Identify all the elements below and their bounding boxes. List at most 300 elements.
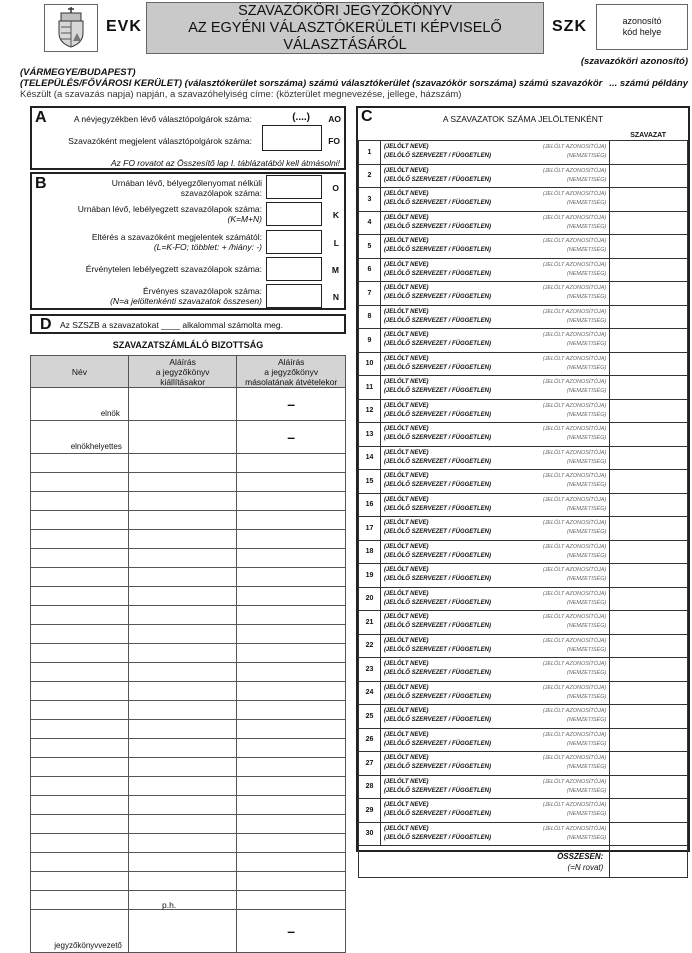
candidate-nationality: (NEMZETISÉG) xyxy=(566,223,607,230)
signature-cell[interactable] xyxy=(128,682,237,701)
candidate-number: 18 xyxy=(359,540,381,564)
candidate-row xyxy=(359,258,688,282)
candidate-number: 14 xyxy=(359,446,381,470)
candidate-number: 30 xyxy=(359,822,381,846)
k-input-box[interactable] xyxy=(266,202,322,226)
signature-cell[interactable] xyxy=(128,834,237,853)
candidate-name: (JELÖLT NEVE) xyxy=(383,355,429,362)
signature-cell[interactable] xyxy=(128,815,237,834)
table-row xyxy=(31,758,346,777)
signature-cell[interactable] xyxy=(128,511,237,530)
jkv-name-cell[interactable]: jegyzőkönyvvezető xyxy=(31,910,129,953)
candidate-row xyxy=(359,305,688,329)
m-input-box[interactable] xyxy=(266,257,322,281)
candidate-nationality: (NEMZETISÉG) xyxy=(566,411,607,418)
registered-voters-value: (....) xyxy=(292,112,310,123)
total-vote-cell[interactable] xyxy=(610,846,688,878)
nominating-org: (JELÖLŐ SZERVEZET / FÜGGETLEN) xyxy=(383,176,491,183)
vote-count-cell[interactable] xyxy=(610,329,688,353)
candidate-nationality: (NEMZETISÉG) xyxy=(566,482,607,489)
vote-count-cell[interactable] xyxy=(610,164,688,188)
candidate-info-cell xyxy=(380,587,609,611)
candidate-number: 24 xyxy=(359,681,381,705)
candidate-info-cell xyxy=(380,188,609,212)
candidate-name: (JELÖLT NEVE) xyxy=(383,661,429,668)
b-row-n-label: Érvényes szavazólapok száma: (N=a jelöltenkénti szavazatok összesen) xyxy=(110,286,262,306)
signature-cell[interactable] xyxy=(128,421,237,454)
signature-cell[interactable] xyxy=(237,663,346,682)
table-row xyxy=(31,454,346,473)
signature-cell[interactable] xyxy=(128,758,237,777)
candidate-nationality: (NEMZETISÉG) xyxy=(566,740,607,747)
id-code-line-1: azonosító xyxy=(622,16,662,26)
signature-cell[interactable] xyxy=(237,777,346,796)
vote-count-cell[interactable] xyxy=(610,141,688,165)
signature-cell[interactable] xyxy=(128,454,237,473)
candidate-id: (JELÖLT AZONOSÍTÓJA) xyxy=(542,614,607,621)
name-cell[interactable] xyxy=(31,834,129,853)
table-row xyxy=(31,796,346,815)
committee-signature-table xyxy=(30,355,346,953)
candidate-info-cell xyxy=(380,752,609,776)
candidate-info-cell xyxy=(380,681,609,705)
candidate-row xyxy=(359,822,688,846)
vote-count-cell[interactable] xyxy=(610,376,688,400)
col-name-header: Név xyxy=(31,356,129,388)
candidate-id: (JELÖLT AZONOSÍTÓJA) xyxy=(542,567,607,574)
id-code-line-2: kód helye xyxy=(622,27,662,37)
vote-count-cell[interactable] xyxy=(610,235,688,259)
vote-count-cell[interactable] xyxy=(610,282,688,306)
o-code: O xyxy=(332,183,339,193)
candidate-number: 26 xyxy=(359,728,381,752)
name-cell[interactable] xyxy=(31,492,129,511)
candidate-row xyxy=(359,470,688,494)
nominating-org: (JELÖLŐ SZERVEZET / FÜGGETLEN) xyxy=(383,529,491,536)
vote-count-cell[interactable] xyxy=(610,517,688,541)
candidate-row xyxy=(359,164,688,188)
committee-title: SZAVAZATSZÁMLÁLÓ BIZOTTSÁG xyxy=(112,340,264,350)
signature-cell[interactable] xyxy=(128,492,237,511)
table-row xyxy=(31,511,346,530)
signature-cell[interactable] xyxy=(237,815,346,834)
candidate-row xyxy=(359,399,688,423)
name-cell[interactable] xyxy=(31,549,129,568)
name-cell[interactable] xyxy=(31,891,129,910)
name-cell[interactable] xyxy=(31,682,129,701)
candidate-name: (JELÖLT NEVE) xyxy=(383,261,429,268)
candidate-id: (JELÖLT AZONOSÍTÓJA) xyxy=(542,144,607,151)
signature-cell[interactable] xyxy=(128,796,237,815)
signature-cell[interactable] xyxy=(237,530,346,549)
candidate-id: (JELÖLT AZONOSÍTÓJA) xyxy=(542,731,607,738)
nominating-org: (JELÖLŐ SZERVEZET / FÜGGETLEN) xyxy=(383,811,491,818)
signature-cell[interactable] xyxy=(237,549,346,568)
signature-cell[interactable] xyxy=(237,473,346,492)
dash-cell: – xyxy=(237,388,346,421)
candidate-info-cell xyxy=(380,493,609,517)
fo-code: FO xyxy=(328,136,340,146)
candidate-name: (JELÖLT NEVE) xyxy=(383,778,429,785)
candidate-nationality: (NEMZETISÉG) xyxy=(566,599,607,606)
name-cell[interactable] xyxy=(31,511,129,530)
vote-count-cell[interactable] xyxy=(610,188,688,212)
vote-count-cell[interactable] xyxy=(610,305,688,329)
polling-district-id-label: (szavazóköri azonosító) xyxy=(580,56,688,67)
table-row xyxy=(31,815,346,834)
candidate-id: (JELÖLT AZONOSÍTÓJA) xyxy=(542,214,607,221)
signature-cell[interactable] xyxy=(237,454,346,473)
vote-count-cell[interactable] xyxy=(610,540,688,564)
signature-cell[interactable] xyxy=(128,473,237,492)
candidate-nationality: (NEMZETISÉG) xyxy=(566,153,607,160)
copy-number: ... számú példány xyxy=(609,78,688,89)
vote-column-header: SZAVAZAT xyxy=(630,132,666,139)
candidate-name: (JELÖLT NEVE) xyxy=(383,637,429,644)
nominating-org: (JELÖLŐ SZERVEZET / FÜGGETLEN) xyxy=(383,388,491,395)
candidate-number: 16 xyxy=(359,493,381,517)
signature-cell[interactable] xyxy=(237,568,346,587)
nominating-org: (JELÖLŐ SZERVEZET / FÜGGETLEN) xyxy=(383,693,491,700)
b-row-o-label: Urnában lévő, bélyegzőlenyomat nélküli szavazólapok száma: xyxy=(111,178,262,198)
nominating-org: (JELÖLŐ SZERVEZET / FÜGGETLEN) xyxy=(383,505,491,512)
candidate-info-cell xyxy=(380,282,609,306)
signature-cell[interactable] xyxy=(237,492,346,511)
candidate-nationality: (NEMZETISÉG) xyxy=(566,458,607,465)
nominating-org: (JELÖLŐ SZERVEZET / FÜGGETLEN) xyxy=(383,223,491,230)
signature-cell[interactable] xyxy=(237,720,346,739)
signature-cell[interactable] xyxy=(128,853,237,872)
szk-label: SZK xyxy=(552,18,587,35)
candidate-nationality: (NEMZETISÉG) xyxy=(566,341,607,348)
signature-cell[interactable] xyxy=(237,891,346,910)
settlement-line: (TELEPÜLÉS/FŐVÁROSI KERÜLET) (választókerület sorszáma) számú választókerület (szavazókör sorszáma) számú szavazókör xyxy=(20,78,603,89)
candidate-name: (JELÖLT NEVE) xyxy=(383,496,429,503)
signature-cell[interactable] xyxy=(237,625,346,644)
candidate-number: 9 xyxy=(359,329,381,353)
candidate-nationality: (NEMZETISÉG) xyxy=(566,388,607,395)
fo-input-box[interactable] xyxy=(262,125,322,151)
signature-cell[interactable] xyxy=(128,549,237,568)
date-address-line: Készült (a szavazás napja) napján, a szavazóhelyiség címe: (közterület megnevezése, jellege, házszám) xyxy=(20,89,462,100)
candidate-nationality: (NEMZETISÉG) xyxy=(566,529,607,536)
candidate-row xyxy=(359,517,688,541)
signature-cell[interactable] xyxy=(128,587,237,606)
candidate-row xyxy=(359,282,688,306)
candidate-name: (JELÖLT NEVE) xyxy=(383,449,429,456)
section-b-letter: B xyxy=(35,175,47,192)
vote-count-cell[interactable] xyxy=(610,611,688,635)
candidate-row xyxy=(359,775,688,799)
nominating-org: (JELÖLŐ SZERVEZET / FÜGGETLEN) xyxy=(383,270,491,277)
nominating-org: (JELÖLŐ SZERVEZET / FÜGGETLEN) xyxy=(383,764,491,771)
candidate-number: 2 xyxy=(359,164,381,188)
signature-cell[interactable] xyxy=(237,701,346,720)
candidate-id: (JELÖLT AZONOSÍTÓJA) xyxy=(542,449,607,456)
candidate-number: 11 xyxy=(359,376,381,400)
vote-count-cell[interactable] xyxy=(610,211,688,235)
nominating-org: (JELÖLŐ SZERVEZET / FÜGGETLEN) xyxy=(383,200,491,207)
signature-cell[interactable] xyxy=(128,910,237,953)
ao-code: AO xyxy=(328,114,341,124)
col-sign2-header: Aláírás a jegyzőkönyv másolatának átvételekor xyxy=(237,356,346,388)
candidate-votes-table xyxy=(358,140,688,878)
coat-of-arms-logo xyxy=(44,4,98,52)
name-cell[interactable] xyxy=(31,758,129,777)
candidate-row xyxy=(359,587,688,611)
count-times-text: Az SZSZB a szavazatokat ____ alkalommal számolta meg. xyxy=(60,320,283,330)
name-cell[interactable] xyxy=(31,625,129,644)
vote-count-cell[interactable] xyxy=(610,470,688,494)
candidate-id: (JELÖLT AZONOSÍTÓJA) xyxy=(542,379,607,386)
vote-count-cell[interactable] xyxy=(610,587,688,611)
name-cell[interactable] xyxy=(31,587,129,606)
candidate-id: (JELÖLT AZONOSÍTÓJA) xyxy=(542,661,607,668)
name-cell[interactable] xyxy=(31,644,129,663)
candidate-name: (JELÖLT NEVE) xyxy=(383,191,429,198)
candidate-number: 29 xyxy=(359,799,381,823)
name-cell[interactable] xyxy=(31,739,129,758)
candidate-nationality: (NEMZETISÉG) xyxy=(566,317,607,324)
candidate-nationality: (NEMZETISÉG) xyxy=(566,670,607,677)
nominating-org: (JELÖLŐ SZERVEZET / FÜGGETLEN) xyxy=(383,740,491,747)
candidate-row xyxy=(359,799,688,823)
candidate-info-cell xyxy=(380,376,609,400)
candidate-number: 19 xyxy=(359,564,381,588)
l-input-box[interactable] xyxy=(266,230,322,254)
vote-count-cell[interactable] xyxy=(610,634,688,658)
name-cell[interactable] xyxy=(31,815,129,834)
candidate-name: (JELÖLT NEVE) xyxy=(383,708,429,715)
table-row xyxy=(31,720,346,739)
candidate-nationality: (NEMZETISÉG) xyxy=(566,576,607,583)
section-c-title: A SZAVAZATOK SZÁMA JELÖLTENKÉNT xyxy=(442,114,604,124)
candidate-name: (JELÖLT NEVE) xyxy=(383,214,429,221)
candidate-nationality: (NEMZETISÉG) xyxy=(566,834,607,841)
vote-count-cell[interactable] xyxy=(610,258,688,282)
candidate-number: 28 xyxy=(359,775,381,799)
candidate-nationality: (NEMZETISÉG) xyxy=(566,787,607,794)
registered-voters-label: A névjegyzékben lévő választópolgárok száma: xyxy=(73,114,252,124)
vote-count-cell[interactable] xyxy=(610,728,688,752)
signature-cell[interactable] xyxy=(128,663,237,682)
signature-cell[interactable] xyxy=(128,872,237,891)
candidate-nationality: (NEMZETISÉG) xyxy=(566,623,607,630)
candidate-row xyxy=(359,728,688,752)
candidate-info-cell xyxy=(380,352,609,376)
signature-cell[interactable] xyxy=(237,853,346,872)
col-sign1-header: Aláírás a jegyzőkönyv kiállításakor xyxy=(128,356,237,388)
table-row xyxy=(31,606,346,625)
candidate-number: 3 xyxy=(359,188,381,212)
elnokhelyettes-name-cell[interactable]: elnökhelyettes xyxy=(31,421,129,454)
candidate-info-cell xyxy=(380,399,609,423)
section-c-letter: C xyxy=(361,108,373,125)
vote-count-cell[interactable] xyxy=(610,493,688,517)
m-code: M xyxy=(331,265,339,275)
name-cell[interactable] xyxy=(31,720,129,739)
name-cell[interactable] xyxy=(31,568,129,587)
table-row xyxy=(31,663,346,682)
name-cell[interactable] xyxy=(31,701,129,720)
vote-count-cell[interactable] xyxy=(610,752,688,776)
signature-cell[interactable] xyxy=(237,511,346,530)
name-cell[interactable] xyxy=(31,454,129,473)
title-line-2: AZ EGYÉNI VÁLASZTÓKERÜLETI KÉPVISELŐ VÁLASZTÁSÁRÓL xyxy=(188,19,502,53)
candidate-name: (JELÖLT NEVE) xyxy=(383,238,429,245)
signature-cell[interactable] xyxy=(237,872,346,891)
candidate-name: (JELÖLT NEVE) xyxy=(383,308,429,315)
candidate-info-cell xyxy=(380,211,609,235)
name-cell[interactable] xyxy=(31,663,129,682)
vote-count-cell[interactable] xyxy=(610,399,688,423)
signature-cell[interactable] xyxy=(128,701,237,720)
name-cell[interactable] xyxy=(31,796,129,815)
name-cell[interactable] xyxy=(31,606,129,625)
section-b xyxy=(30,172,346,310)
candidate-row xyxy=(359,211,688,235)
signature-cell[interactable] xyxy=(237,758,346,777)
vote-count-cell[interactable] xyxy=(610,658,688,682)
name-cell[interactable] xyxy=(31,872,129,891)
appeared-voters-label: Szavazóként megjelent választópolgárok száma: xyxy=(68,136,252,146)
vote-count-cell[interactable] xyxy=(610,352,688,376)
candidate-name: (JELÖLT NEVE) xyxy=(383,731,429,738)
signature-cell[interactable] xyxy=(128,625,237,644)
candidate-row xyxy=(359,446,688,470)
candidate-row xyxy=(359,423,688,447)
nominating-org: (JELÖLŐ SZERVEZET / FÜGGETLEN) xyxy=(383,482,491,489)
table-row xyxy=(31,739,346,758)
candidate-nationality: (NEMZETISÉG) xyxy=(566,764,607,771)
signature-cell[interactable] xyxy=(237,644,346,663)
signature-cell[interactable] xyxy=(237,682,346,701)
candidate-number: 17 xyxy=(359,517,381,541)
table-row xyxy=(31,891,346,910)
candidate-id: (JELÖLT AZONOSÍTÓJA) xyxy=(542,496,607,503)
county-line: (VÁRMEGYE/BUDAPEST) xyxy=(20,67,136,78)
candidate-row xyxy=(359,493,688,517)
fo-note: Az FO rovatot az Összesítő lap I. táblázatából kell átmásolni! xyxy=(110,158,340,168)
candidate-row xyxy=(359,564,688,588)
candidate-id: (JELÖLT AZONOSÍTÓJA) xyxy=(542,637,607,644)
candidate-id: (JELÖLT AZONOSÍTÓJA) xyxy=(542,684,607,691)
signature-cell[interactable] xyxy=(128,739,237,758)
candidate-id: (JELÖLT AZONOSÍTÓJA) xyxy=(542,285,607,292)
table-row xyxy=(31,587,346,606)
name-cell[interactable] xyxy=(31,530,129,549)
candidate-info-cell xyxy=(380,728,609,752)
candidate-number: 1 xyxy=(359,141,381,165)
candidate-number: 5 xyxy=(359,235,381,259)
b-row-m-label: Érvénytelen lebélyegzett szavazólapok száma: xyxy=(85,264,262,274)
candidate-number: 21 xyxy=(359,611,381,635)
candidate-name: (JELÖLT NEVE) xyxy=(383,684,429,691)
vote-count-cell[interactable] xyxy=(610,799,688,823)
signature-cell[interactable] xyxy=(128,891,237,910)
signature-cell[interactable] xyxy=(237,834,346,853)
vote-count-cell[interactable] xyxy=(610,423,688,447)
candidate-row xyxy=(359,681,688,705)
signature-cell[interactable] xyxy=(237,739,346,758)
candidate-number: 4 xyxy=(359,211,381,235)
candidate-nationality: (NEMZETISÉG) xyxy=(566,270,607,277)
name-cell[interactable] xyxy=(31,777,129,796)
total-row xyxy=(359,846,688,878)
o-input-box[interactable] xyxy=(266,175,322,199)
candidate-name: (JELÖLT NEVE) xyxy=(383,144,429,151)
candidate-id: (JELÖLT AZONOSÍTÓJA) xyxy=(542,426,607,433)
b-row-k-label: Urnában lévő, lebélyegzett szavazólapok száma: (K=M+N) xyxy=(77,204,262,224)
signature-cell[interactable] xyxy=(128,568,237,587)
candidate-nationality: (NEMZETISÉG) xyxy=(566,435,607,442)
total-sub: (=N rovat) xyxy=(567,862,604,872)
candidate-row xyxy=(359,141,688,165)
candidate-id: (JELÖLT AZONOSÍTÓJA) xyxy=(542,238,607,245)
candidate-row xyxy=(359,188,688,212)
candidate-name: (JELÖLT NEVE) xyxy=(383,285,429,292)
candidate-name: (JELÖLT NEVE) xyxy=(383,520,429,527)
id-code-box[interactable] xyxy=(596,4,688,50)
vote-count-cell[interactable] xyxy=(610,775,688,799)
signature-cell[interactable] xyxy=(237,587,346,606)
candidate-id: (JELÖLT AZONOSÍTÓJA) xyxy=(542,708,607,715)
n-input-box[interactable] xyxy=(266,284,322,308)
section-a xyxy=(30,106,346,170)
candidate-name: (JELÖLT NEVE) xyxy=(383,802,429,809)
nominating-org: (JELÖLŐ SZERVEZET / FÜGGETLEN) xyxy=(383,341,491,348)
table-row xyxy=(31,549,346,568)
candidate-number: 12 xyxy=(359,399,381,423)
candidate-info-cell xyxy=(380,799,609,823)
l-code: L xyxy=(333,238,339,248)
candidate-nationality: (NEMZETISÉG) xyxy=(566,811,607,818)
candidate-number: 23 xyxy=(359,658,381,682)
signature-cell[interactable] xyxy=(237,606,346,625)
signature-cell[interactable] xyxy=(128,530,237,549)
candidate-nationality: (NEMZETISÉG) xyxy=(566,176,607,183)
document-title-box xyxy=(146,2,544,54)
vote-count-cell[interactable] xyxy=(610,564,688,588)
signature-cell[interactable] xyxy=(128,606,237,625)
signature-cell[interactable] xyxy=(128,720,237,739)
signature-cell[interactable] xyxy=(128,777,237,796)
k-code: K xyxy=(332,210,339,220)
candidate-row xyxy=(359,752,688,776)
table-row xyxy=(31,701,346,720)
signature-cell[interactable] xyxy=(128,388,237,421)
signature-cell[interactable] xyxy=(237,796,346,815)
candidate-nationality: (NEMZETISÉG) xyxy=(566,247,607,254)
candidate-row xyxy=(359,235,688,259)
signature-cell[interactable] xyxy=(128,644,237,663)
candidate-nationality: (NEMZETISÉG) xyxy=(566,505,607,512)
vote-count-cell[interactable] xyxy=(610,705,688,729)
candidate-number: 7 xyxy=(359,282,381,306)
candidate-name: (JELÖLT NEVE) xyxy=(383,590,429,597)
elnok-name-cell[interactable]: elnök xyxy=(31,388,129,421)
candidate-id: (JELÖLT AZONOSÍTÓJA) xyxy=(542,520,607,527)
nominating-org: (JELÖLŐ SZERVEZET / FÜGGETLEN) xyxy=(383,670,491,677)
vote-count-cell[interactable] xyxy=(610,681,688,705)
candidate-id: (JELÖLT AZONOSÍTÓJA) xyxy=(542,191,607,198)
name-cell[interactable] xyxy=(31,853,129,872)
vote-count-cell[interactable] xyxy=(610,446,688,470)
vote-count-cell[interactable] xyxy=(610,822,688,846)
candidate-nationality: (NEMZETISÉG) xyxy=(566,552,607,559)
name-cell[interactable] xyxy=(31,473,129,492)
candidate-info-cell xyxy=(380,329,609,353)
